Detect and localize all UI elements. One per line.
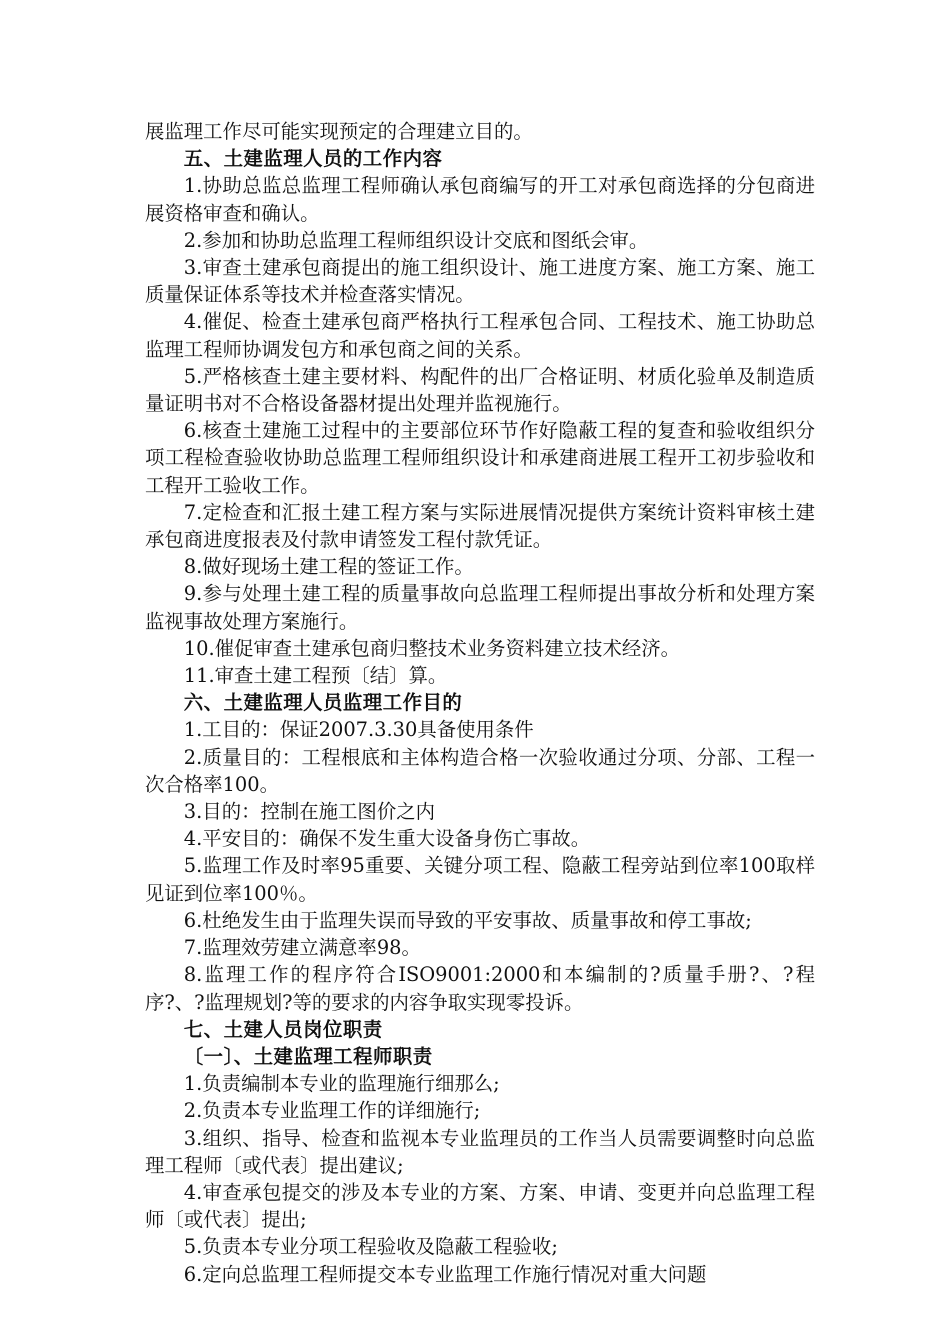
- list-item: 4.审查承包提交的涉及本专业的方案、方案、申请、变更并向总监理工程师〔或代表〕提出;: [145, 1180, 815, 1232]
- list-item: 10.催促审查土建承包商归整技术业务资料建立技术经济。: [183, 636, 681, 660]
- section-heading-6: 六、土建监理人员监理工作目的: [183, 691, 463, 715]
- list-item: 7.定检查和汇报土建工程方案与实际进展情况提供方案统计资料审核土建承包商进度报表及付款申请签发工程付款凭证。: [145, 500, 815, 552]
- list-item: 2.参加和协助总监理工程师组织设计交底和图纸会审。: [183, 228, 649, 252]
- list-item: 3.目的：控制在施工图价之内: [183, 800, 435, 824]
- list-item: 5.严格核查土建主要材料、构配件的出厂合格证明、材质化验单及制造质量证明书对不合格设备器材提出处理并监视施行。: [145, 364, 815, 416]
- list-item: 2.质量目的：工程根底和主体构造合格一次验收通过分项、分部、工程一次合格率100。: [145, 745, 815, 796]
- subsection-heading-7-1: 〔一〕、土建监理工程师职责: [183, 1044, 433, 1068]
- list-item: 5.负责本专业分项工程验收及隐蔽工程验收;: [183, 1235, 558, 1259]
- section-heading-7: 七、土建人员岗位职责: [183, 1017, 383, 1041]
- document-page: [145, 118, 815, 1288]
- list-item: 8.监理工作的程序符合ISO9001:2000和本编制的?质量手册?、?程序?、?监理规划?等的要求的内容争取实现零投诉。: [145, 963, 815, 1014]
- list-item: 6.核查土建施工过程中的主要部位环节作好隐蔽工程的复查和验收组织分项工程检查验收协助总监理工程师组织设计和承建商进展工程开工初步验收和工程开工验收工作。: [145, 419, 815, 497]
- list-item: 3.组织、指导、检查和监视本专业监理员的工作当人员需要调整时向总监理工程师〔或代表〕提出建议;: [145, 1126, 815, 1177]
- list-item: 9.参与处理土建工程的质量事故向总监理工程师提出事故分析和处理方案监视事故处理方案施行。: [145, 582, 815, 633]
- list-item: 6.定向总监理工程师提交本专业监理工作施行情况对重大问题: [183, 1262, 707, 1286]
- list-item: 2.负责本专业监理工作的详细施行;: [183, 1099, 481, 1123]
- list-item: 4.催促、检查土建承包商严格执行工程承包合同、工程技术、施工协助总监理工程师协调发包方和承包商之间的关系。: [145, 310, 815, 361]
- paragraph-continuation: 展监理工作尽可能实现预定的合理建立目的。: [145, 120, 533, 143]
- list-item: 6.杜绝发生由于监理失误而导致的平安事故、质量事故和停工事故;: [183, 908, 752, 932]
- list-item: 1.负责编制本专业的监理施行细那么;: [183, 1072, 500, 1096]
- list-item: 5.监理工作及时率95重要、关键分项工程、隐蔽工程旁站到位率100取样见证到位率100％。: [145, 854, 815, 905]
- list-item: 3.审查土建承包商提出的施工组织设计、施工进度方案、施工方案、施工质量保证体系等技术并检查落实情况。: [145, 256, 815, 307]
- list-item: 1.协助总监总监理工程师确认承包商编写的开工对承包商选择的分包商进展资格审查和确认。: [145, 174, 815, 225]
- section-heading-5: 五、土建监理人员的工作内容: [183, 147, 443, 171]
- list-item: 11.审查土建工程预〔结〕算。: [183, 664, 448, 688]
- list-item: 7.监理效劳建立满意率98。: [183, 936, 421, 960]
- list-item: 1.工目的：保证2007.3.30具备使用条件: [183, 718, 534, 742]
- list-item: 4.平安目的：确保不发生重大设备身伤亡事故。: [183, 827, 591, 851]
- list-item: 8.做好现场土建工程的签证工作。: [183, 555, 474, 579]
